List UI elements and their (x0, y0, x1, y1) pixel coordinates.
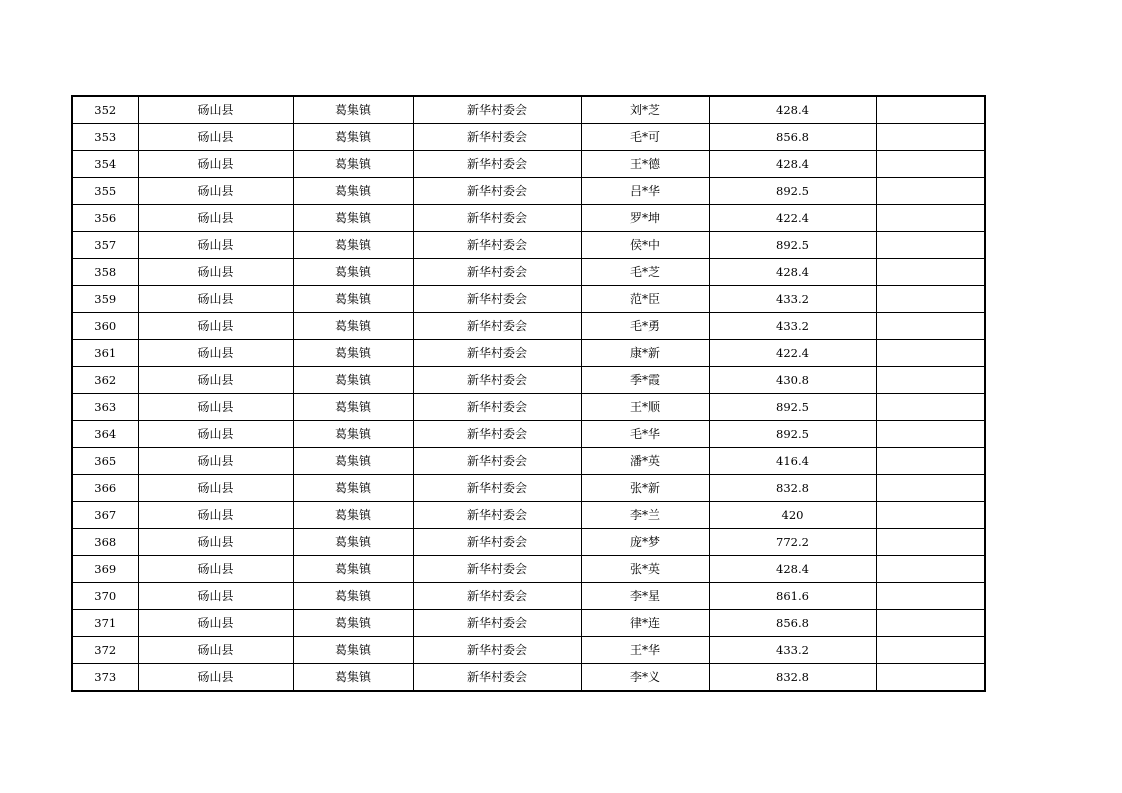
county-cell: 砀山县 (138, 259, 293, 286)
table-row (72, 259, 985, 286)
table-row (72, 124, 985, 151)
row-number-cell: 357 (72, 232, 138, 259)
remark-cell (876, 367, 985, 394)
county-cell: 砀山县 (138, 421, 293, 448)
county-cell: 砀山县 (138, 448, 293, 475)
table-row (72, 205, 985, 232)
person-name-cell: 侯*中 (581, 232, 709, 259)
remark-cell (876, 124, 985, 151)
town-cell: 葛集镇 (293, 664, 413, 692)
county-cell: 砀山县 (138, 583, 293, 610)
town-cell: 葛集镇 (293, 151, 413, 178)
table-row (72, 556, 985, 583)
remark-cell (876, 394, 985, 421)
village-cell: 新华村委会 (413, 232, 581, 259)
amount-cell: 433.2 (709, 286, 876, 313)
person-name-cell: 毛*可 (581, 124, 709, 151)
remark-cell (876, 529, 985, 556)
county-cell: 砀山县 (138, 205, 293, 232)
village-cell: 新华村委会 (413, 96, 581, 124)
person-name-cell: 毛*华 (581, 421, 709, 448)
town-cell: 葛集镇 (293, 96, 413, 124)
town-cell: 葛集镇 (293, 583, 413, 610)
row-number-cell: 367 (72, 502, 138, 529)
table-row (72, 502, 985, 529)
town-cell: 葛集镇 (293, 475, 413, 502)
town-cell: 葛集镇 (293, 529, 413, 556)
remark-cell (876, 637, 985, 664)
village-cell: 新华村委会 (413, 637, 581, 664)
town-cell: 葛集镇 (293, 124, 413, 151)
table-row (72, 448, 985, 475)
county-cell: 砀山县 (138, 178, 293, 205)
amount-cell: 433.2 (709, 313, 876, 340)
village-cell: 新华村委会 (413, 475, 581, 502)
county-cell: 砀山县 (138, 502, 293, 529)
row-number-cell: 358 (72, 259, 138, 286)
amount-cell: 892.5 (709, 178, 876, 205)
village-cell: 新华村委会 (413, 340, 581, 367)
village-cell: 新华村委会 (413, 529, 581, 556)
town-cell: 葛集镇 (293, 448, 413, 475)
county-cell: 砀山县 (138, 637, 293, 664)
person-name-cell: 罗*坤 (581, 205, 709, 232)
person-name-cell: 季*霞 (581, 367, 709, 394)
town-cell: 葛集镇 (293, 313, 413, 340)
person-name-cell: 王*顺 (581, 394, 709, 421)
person-name-cell: 范*臣 (581, 286, 709, 313)
table-row (72, 313, 985, 340)
village-cell: 新华村委会 (413, 664, 581, 692)
amount-cell: 428.4 (709, 96, 876, 124)
row-number-cell: 352 (72, 96, 138, 124)
row-number-cell: 368 (72, 529, 138, 556)
amount-cell: 422.4 (709, 340, 876, 367)
county-cell: 砀山县 (138, 475, 293, 502)
row-number-cell: 360 (72, 313, 138, 340)
subsidy-table (71, 95, 986, 692)
amount-cell: 420 (709, 502, 876, 529)
town-cell: 葛集镇 (293, 394, 413, 421)
village-cell: 新华村委会 (413, 502, 581, 529)
person-name-cell: 刘*芝 (581, 96, 709, 124)
remark-cell (876, 556, 985, 583)
person-name-cell: 康*新 (581, 340, 709, 367)
table-row (72, 286, 985, 313)
town-cell: 葛集镇 (293, 502, 413, 529)
table-row (72, 664, 985, 692)
remark-cell (876, 610, 985, 637)
amount-cell: 772.2 (709, 529, 876, 556)
person-name-cell: 王*华 (581, 637, 709, 664)
remark-cell (876, 475, 985, 502)
amount-cell: 861.6 (709, 583, 876, 610)
remark-cell (876, 448, 985, 475)
row-number-cell: 363 (72, 394, 138, 421)
village-cell: 新华村委会 (413, 151, 581, 178)
county-cell: 砀山县 (138, 394, 293, 421)
person-name-cell: 李*兰 (581, 502, 709, 529)
town-cell: 葛集镇 (293, 340, 413, 367)
county-cell: 砀山县 (138, 529, 293, 556)
village-cell: 新华村委会 (413, 583, 581, 610)
person-name-cell: 律*连 (581, 610, 709, 637)
row-number-cell: 362 (72, 367, 138, 394)
town-cell: 葛集镇 (293, 367, 413, 394)
county-cell: 砀山县 (138, 96, 293, 124)
remark-cell (876, 151, 985, 178)
row-number-cell: 356 (72, 205, 138, 232)
remark-cell (876, 664, 985, 692)
county-cell: 砀山县 (138, 313, 293, 340)
person-name-cell: 王*德 (581, 151, 709, 178)
table-row (72, 151, 985, 178)
table-row (72, 475, 985, 502)
village-cell: 新华村委会 (413, 205, 581, 232)
amount-cell: 892.5 (709, 232, 876, 259)
table-row (72, 394, 985, 421)
amount-cell: 433.2 (709, 637, 876, 664)
person-name-cell: 吕*华 (581, 178, 709, 205)
remark-cell (876, 96, 985, 124)
remark-cell (876, 340, 985, 367)
county-cell: 砀山县 (138, 556, 293, 583)
amount-cell: 428.4 (709, 259, 876, 286)
county-cell: 砀山县 (138, 232, 293, 259)
remark-cell (876, 286, 985, 313)
amount-cell: 416.4 (709, 448, 876, 475)
table-row (72, 637, 985, 664)
remark-cell (876, 313, 985, 340)
person-name-cell: 毛*勇 (581, 313, 709, 340)
remark-cell (876, 259, 985, 286)
table-row (72, 529, 985, 556)
town-cell: 葛集镇 (293, 556, 413, 583)
row-number-cell: 372 (72, 637, 138, 664)
county-cell: 砀山县 (138, 610, 293, 637)
table-row (72, 178, 985, 205)
village-cell: 新华村委会 (413, 394, 581, 421)
village-cell: 新华村委会 (413, 259, 581, 286)
remark-cell (876, 502, 985, 529)
row-number-cell: 354 (72, 151, 138, 178)
row-number-cell: 373 (72, 664, 138, 692)
row-number-cell: 366 (72, 475, 138, 502)
remark-cell (876, 178, 985, 205)
row-number-cell: 371 (72, 610, 138, 637)
person-name-cell: 潘*英 (581, 448, 709, 475)
town-cell: 葛集镇 (293, 637, 413, 664)
town-cell: 葛集镇 (293, 205, 413, 232)
village-cell: 新华村委会 (413, 421, 581, 448)
person-name-cell: 毛*芝 (581, 259, 709, 286)
town-cell: 葛集镇 (293, 178, 413, 205)
village-cell: 新华村委会 (413, 286, 581, 313)
village-cell: 新华村委会 (413, 178, 581, 205)
table-row (72, 340, 985, 367)
town-cell: 葛集镇 (293, 610, 413, 637)
town-cell: 葛集镇 (293, 286, 413, 313)
person-name-cell: 张*新 (581, 475, 709, 502)
remark-cell (876, 232, 985, 259)
village-cell: 新华村委会 (413, 556, 581, 583)
remark-cell (876, 421, 985, 448)
person-name-cell: 李*星 (581, 583, 709, 610)
village-cell: 新华村委会 (413, 448, 581, 475)
amount-cell: 428.4 (709, 151, 876, 178)
person-name-cell: 张*英 (581, 556, 709, 583)
amount-cell: 856.8 (709, 610, 876, 637)
county-cell: 砀山县 (138, 664, 293, 692)
row-number-cell: 364 (72, 421, 138, 448)
table-row (72, 421, 985, 448)
table-row (72, 232, 985, 259)
town-cell: 葛集镇 (293, 232, 413, 259)
person-name-cell: 庞*梦 (581, 529, 709, 556)
village-cell: 新华村委会 (413, 610, 581, 637)
amount-cell: 832.8 (709, 475, 876, 502)
amount-cell: 892.5 (709, 394, 876, 421)
table-row (72, 367, 985, 394)
table-row (72, 583, 985, 610)
table-row (72, 96, 985, 124)
remark-cell (876, 205, 985, 232)
row-number-cell: 353 (72, 124, 138, 151)
county-cell: 砀山县 (138, 286, 293, 313)
county-cell: 砀山县 (138, 367, 293, 394)
row-number-cell: 365 (72, 448, 138, 475)
row-number-cell: 361 (72, 340, 138, 367)
amount-cell: 422.4 (709, 205, 876, 232)
amount-cell: 428.4 (709, 556, 876, 583)
town-cell: 葛集镇 (293, 259, 413, 286)
person-name-cell: 李*义 (581, 664, 709, 692)
row-number-cell: 359 (72, 286, 138, 313)
county-cell: 砀山县 (138, 340, 293, 367)
amount-cell: 892.5 (709, 421, 876, 448)
row-number-cell: 369 (72, 556, 138, 583)
row-number-cell: 370 (72, 583, 138, 610)
village-cell: 新华村委会 (413, 124, 581, 151)
amount-cell: 832.8 (709, 664, 876, 692)
amount-cell: 856.8 (709, 124, 876, 151)
village-cell: 新华村委会 (413, 367, 581, 394)
county-cell: 砀山县 (138, 124, 293, 151)
town-cell: 葛集镇 (293, 421, 413, 448)
remark-cell (876, 583, 985, 610)
village-cell: 新华村委会 (413, 313, 581, 340)
row-number-cell: 355 (72, 178, 138, 205)
amount-cell: 430.8 (709, 367, 876, 394)
county-cell: 砀山县 (138, 151, 293, 178)
table-row (72, 610, 985, 637)
table-body (72, 96, 985, 691)
